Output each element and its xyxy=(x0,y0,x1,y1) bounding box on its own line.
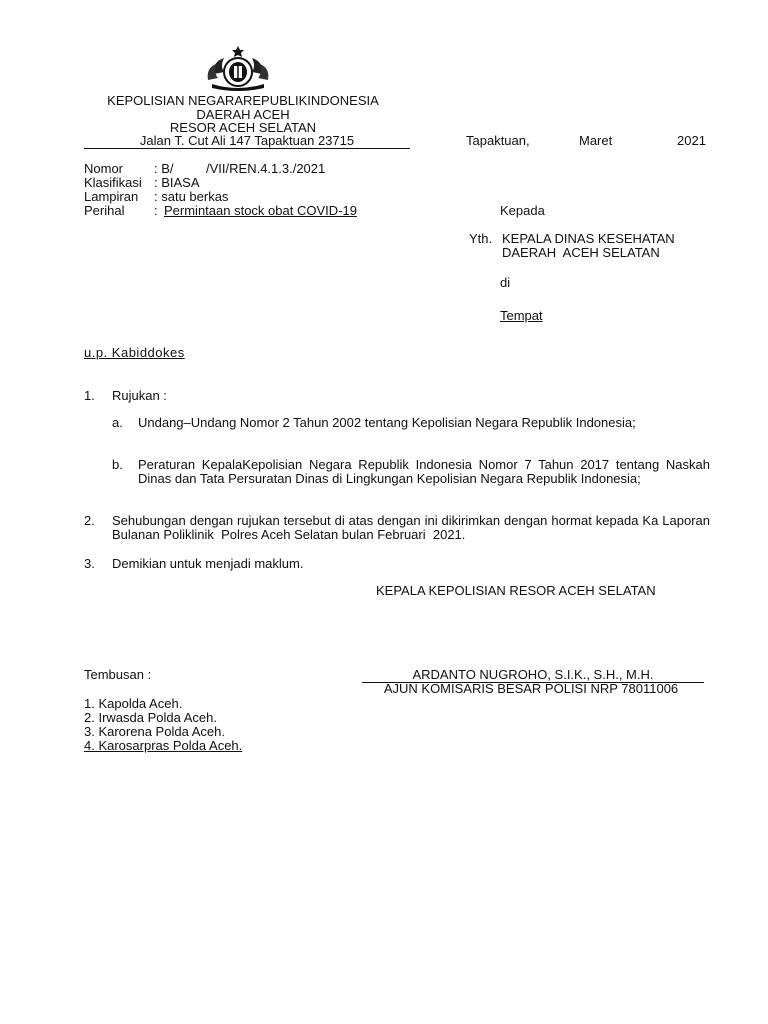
yth-label: Yth. xyxy=(469,231,493,246)
tembusan-item: 4. Karosarpras Polda Aceh. xyxy=(84,738,243,753)
signature-title: KEPALA KEPOLISIAN RESOR ACEH SELATAN xyxy=(376,583,656,598)
tembusan-label: Tembusan : xyxy=(84,667,152,682)
item-3-number: 3. xyxy=(84,556,95,571)
klasifikasi-label: Klasifikasi xyxy=(84,175,142,190)
tembusan-item: 2. Irwasda Polda Aceh. xyxy=(84,710,217,725)
lampiran-value: : satu berkas xyxy=(154,189,229,204)
recipient-line-1: KEPALA DINAS KESEHATAN xyxy=(502,231,675,246)
item-2-number: 2. xyxy=(84,513,95,528)
item-1a-number: a. xyxy=(112,415,123,430)
klasifikasi-value: : BIASA xyxy=(154,175,200,190)
letterhead-line-3: RESOR ACEH SELATAN xyxy=(169,120,317,135)
recipient-line-2: DAERAH ACEH SELATAN xyxy=(502,245,660,260)
perihal-value: Permintaan stock obat COVID-19 xyxy=(164,203,357,218)
signature-name: ARDANTO NUGROHO, S.I.K., S.H., M.H. xyxy=(362,668,704,683)
police-emblem-icon xyxy=(204,44,272,92)
letterhead-address: Jalan T. Cut Ali 147 Tapaktuan 23715 xyxy=(84,134,410,149)
nomor-value: : B/ /VII/REN.4.1.3./2021 xyxy=(154,161,326,176)
tempat-label: Tempat xyxy=(500,308,543,323)
perihal-label: Perihal xyxy=(84,203,125,218)
item-1b-text: Peraturan KepalaKepolisian Negara Republik Indonesia Nomor 7 Tahun 2017 tentang Naskah Dinas dan Tata Persuratan Dinas di Lingkungan Kepolisian Negara Republik Indonesia; xyxy=(138,457,710,486)
di-label: di xyxy=(500,275,511,290)
perihal-colon: : xyxy=(154,203,162,218)
letterhead-line-2: DAERAH ACEH xyxy=(196,107,290,122)
item-1b-number: b. xyxy=(112,457,123,472)
up-line: u.p. Kabiddokes xyxy=(84,345,185,360)
date-month: Maret xyxy=(579,133,613,148)
item-1a-text: Undang–Undang Nomor 2 Tahun 2002 tentang Kepolisian Negara Republik Indonesia; xyxy=(138,415,636,430)
nomor-label: Nomor xyxy=(84,161,124,176)
tembusan-item: 3. Karorena Polda Aceh. xyxy=(84,724,225,739)
item-1-number: 1. xyxy=(84,388,95,403)
item-1-text: Rujukan : xyxy=(112,388,167,403)
tembusan-item: 1. Kapolda Aceh. xyxy=(84,696,183,711)
signature-rank: AJUN KOMISARIS BESAR POLISI NRP 78011006 xyxy=(383,681,679,696)
date-place: Tapaktuan, xyxy=(466,133,530,148)
item-2-text: Sehubungan dengan rujukan tersebut di atas dengan ini dikirimkan dengan hormat kepada Ka Laporan Bulanan Poliklinik Polres Aceh Selatan bulan Februari 2021. xyxy=(112,513,714,542)
item-3-text: Demikian untuk menjadi maklum. xyxy=(112,556,304,571)
lampiran-label: Lampiran xyxy=(84,189,139,204)
letterhead-line-1: KEPOLISIAN NEGARAREPUBLIKINDONESIA xyxy=(107,93,379,108)
kepada-label: Kepada xyxy=(500,203,545,218)
date-year: 2021 xyxy=(677,133,706,148)
